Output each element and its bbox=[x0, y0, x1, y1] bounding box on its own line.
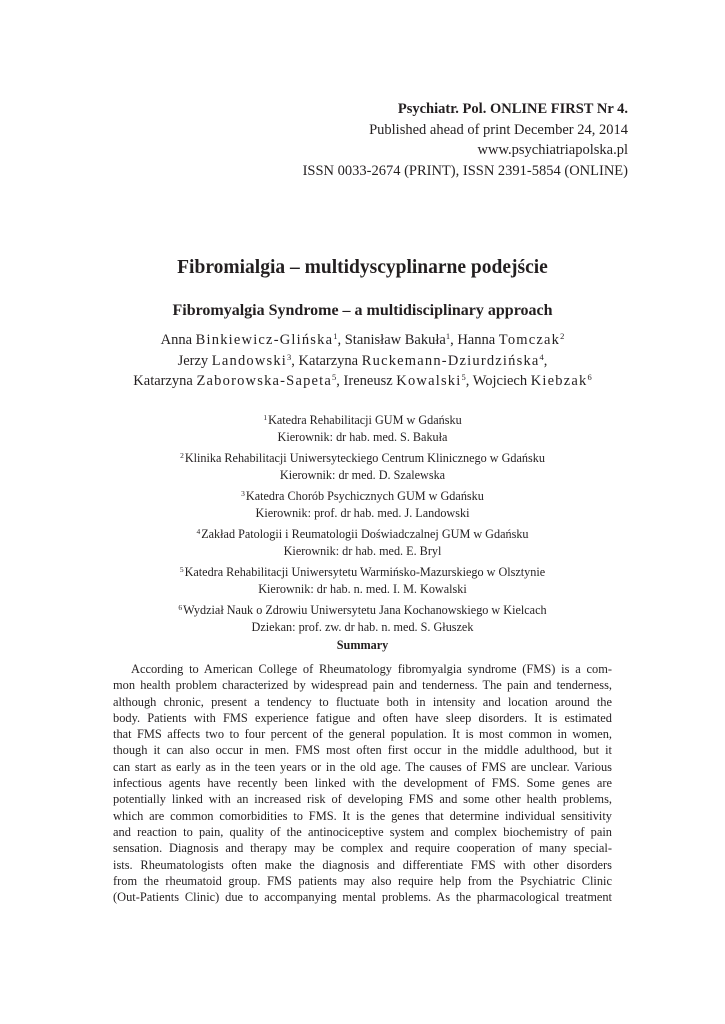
summary-line: that FMS affects two to four percent of the general population. It is most common in women, bbox=[113, 727, 612, 742]
summary-line: potentially linked with an increased risk of developing FMS and some other health problems, bbox=[113, 792, 612, 807]
summary-heading: Summary bbox=[336, 638, 389, 652]
affiliation: $^4$Zakład Patologii i Reumatologii Doświadczalnej GUM w Gdańsku Kierownik: dr hab. med. E. Bryl bbox=[196, 527, 529, 558]
summary-line: body. Patients with FMS experience fatigue and often have sleep disorders. It is estimated bbox=[113, 710, 612, 725]
author-line: Jerzy Landowski$^3$, Katarzyna Ruckemann-Dziurdzińska$^4$, bbox=[177, 351, 548, 369]
summary-line: infectious agents have recently been linked with the development of FMS. Some genes are bbox=[113, 776, 612, 791]
author-line: Anna Binkiewicz-Glińska$^1$, Stanisław Bakuła$^1$, Hanna Tomczak$^2$ bbox=[160, 331, 565, 348]
author: Hanna Tomczak$^2$ bbox=[457, 331, 565, 348]
summary-line: and reaction to pain, quality of the antinociceptive system and complex biochemistry of pain bbox=[113, 824, 612, 839]
summary-line: ists. Rheumatologists often make the diagnosis and differentiate FMS with other disorders bbox=[113, 857, 612, 872]
affiliation: $^1$Katedra Rehabilitacji GUM w Gdańsku Kierownik: dr hab. med. S. Bakuła bbox=[263, 413, 462, 444]
author: Jerzy Landowski$^3$ bbox=[177, 351, 292, 369]
journal-website: www.psychiatriapolska.pl bbox=[477, 142, 628, 158]
article-title-polish: Fibromialgia – multidyscyplinarne podejście bbox=[177, 257, 548, 278]
author: Wojciech Kiebzak$^6$ bbox=[472, 372, 592, 389]
journal-issue: Psychiatr. Pol. ONLINE FIRST Nr 4. bbox=[397, 101, 628, 117]
affiliation: $^5$Katedra Rehabilitacji Uniwersytetu Warmińsko-Mazurskiego w Olsztynie Kierownik: dr hab. n. med. I. M. Kowalski bbox=[179, 565, 546, 596]
summary-line: (Out-Patients Clinic) due to accompanying mental problems. As the pharmacological treatment bbox=[113, 890, 612, 905]
author: Katarzyna Zaborowska-Sapeta$^5$ bbox=[133, 372, 337, 389]
publication-date: Published ahead of print December 24, 2014 bbox=[369, 121, 628, 138]
summary-line: from the rheumatoid group. FMS patients may also require help from the Psychiatric Clinic bbox=[113, 873, 612, 888]
summary-line: sensation. Diagnosis and therapy may be complex and require cooperation of many special- bbox=[113, 841, 612, 856]
author: Anna Binkiewicz-Glińska$^1$ bbox=[160, 331, 338, 348]
affiliation: $^2$Klinika Rehabilitacji Uniwersyteckiego Centrum Klinicznego w Gdańsku Kierownik: dr med. D. Szalewska bbox=[180, 451, 545, 482]
author-list bbox=[0, 330, 725, 392]
summary-text bbox=[113, 661, 612, 905]
author: Katarzyna Ruckemann-Dziurdzińska$^4$ bbox=[298, 351, 544, 369]
article-title-english: Fibromyalgia Syndrome – a multidisciplinary approach bbox=[172, 302, 553, 319]
summary-line: can start as early as in the teen years or in the old age. The causes of FMS are unclear. Various bbox=[113, 759, 612, 774]
summary-line: According to American College of Rheumatology fibromyalgia syndrome (FMS) is a com- bbox=[131, 662, 612, 676]
summary-line: mon health problem characterized by widespread pain and tenderness. The pain and tenderness, bbox=[113, 678, 612, 693]
summary-line: although chronic, present a tendency to fluctuate both in intensity and location around the bbox=[113, 694, 612, 709]
affiliation: $^6$Wydział Nauk o Zdrowiu Uniwersytetu Jana Kochanowskiego w Kielcach Dziekan: prof. zw. dr hab. n. med. S. Głuszek bbox=[178, 603, 547, 634]
journal-info bbox=[303, 99, 628, 181]
summary-line: which are common comorbidities to FMS. It is the genes that determine individual sensitivity bbox=[113, 808, 612, 823]
summary-line: though it can also occur in men. FMS most often first occur in the middle adulthood, but it bbox=[113, 743, 612, 758]
author-line: Katarzyna Zaborowska-Sapeta$^5$, Ireneusz Kowalski$^5$, Wojciech Kiebzak$^6$ bbox=[133, 372, 592, 389]
affiliation: $^3$Katedra Chorób Psychicznych GUM w Gdańsku Kierownik: prof. dr hab. med. J. Landowski bbox=[241, 489, 484, 520]
author: Ireneusz Kowalski$^5$ bbox=[343, 372, 466, 389]
affiliation-list bbox=[0, 412, 725, 640]
journal-issn: ISSN 0033-2674 (PRINT), ISSN 2391-5854 (ONLINE) bbox=[302, 162, 628, 179]
author: Stanisław Bakuła$^1$ bbox=[344, 331, 451, 348]
